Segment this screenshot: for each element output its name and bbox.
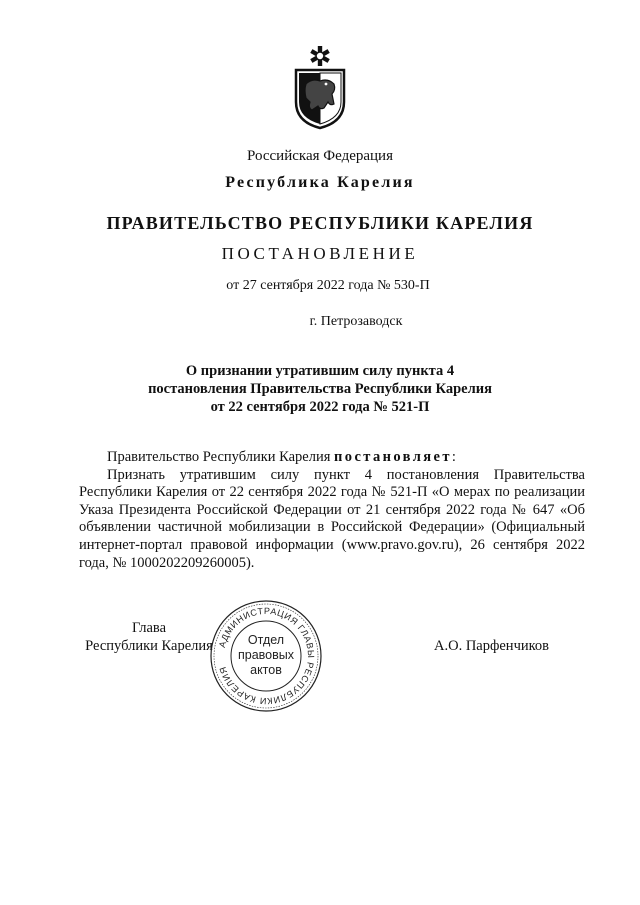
signatory-name: А.О. Парфенчиков	[434, 638, 550, 654]
signatory-title-line: Республики Карелия	[85, 637, 213, 654]
document-body	[79, 449, 585, 572]
stamp-line: Отдел	[247, 633, 285, 647]
subject-line: постановления Правительства Республики Карелия	[148, 381, 492, 397]
stamp-line: актов	[250, 663, 282, 677]
document-subject	[0, 362, 640, 416]
body-paragraph: Признать утратившим силу пункт 4 постановления Правительства Республики Карелия от 22 сентября 2022 года № 521-П «О мерах по реализации Указа Президента Российской Федерации от 21 сентября 2022 года № 647 «Об объявлении частичной мобилизации в Российской Федерации» (Официальный интернет-портал правовой информации (www.pravo.gov.ru), 26 сентября 2022 года, № 1000202209260005).	[79, 466, 585, 571]
republic-name: Республика Карелия	[225, 174, 415, 191]
intro-decree-word: постановляет	[334, 449, 452, 465]
document-type: ПОСТАНОВЛЕНИЕ	[221, 244, 419, 263]
intro-prefix: Правительство Республики Карелия	[107, 449, 335, 465]
country-name: Российская Федерация	[247, 148, 393, 164]
document-date-number: от 27 сентября 2022 года № 530-П	[226, 278, 430, 293]
stamp-line: правовых	[238, 648, 294, 662]
body-intro	[79, 449, 585, 467]
document-city: г. Петрозаводск	[309, 314, 403, 329]
government-title: ПРАВИТЕЛЬСТВО РЕСПУБЛИКИ КАРЕЛИЯ	[106, 213, 534, 233]
stamp-ring-text: АДМИНИСТРАЦИЯ ГЛАВЫ РЕСПУБЛИКИ КАРЕЛИЯ	[216, 605, 317, 707]
karelia-coat-of-arms-icon	[290, 44, 350, 130]
subject-line: О признании утратившим силу пункта 4	[185, 363, 455, 379]
subject-line: от 22 сентября 2022 года № 521-П	[210, 399, 430, 415]
signatory-title-line: Глава	[131, 620, 167, 636]
intro-suffix: :	[451, 449, 456, 465]
signatory-title	[79, 620, 219, 655]
official-stamp	[208, 598, 324, 714]
